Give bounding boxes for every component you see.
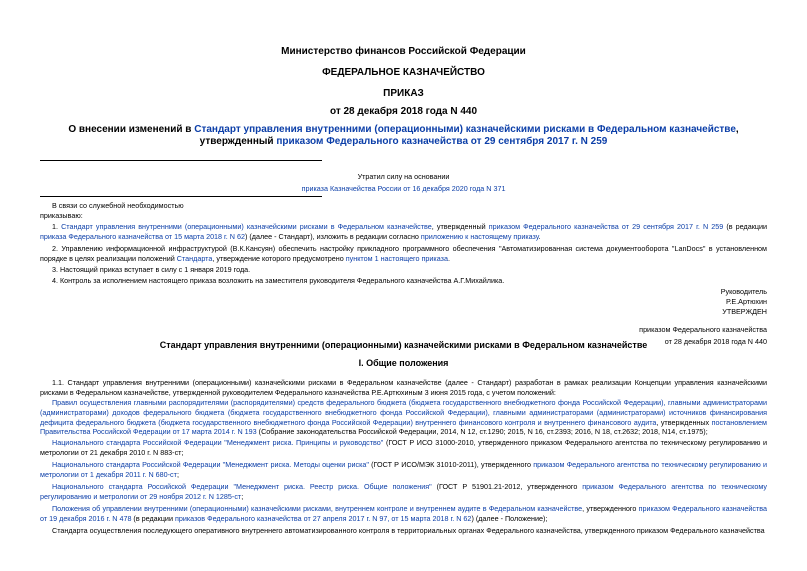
- gost-31010-text-b: ;: [176, 469, 179, 479]
- item-1-num: 1.: [52, 222, 62, 231]
- item-1-link-order[interactable]: приказом Федерального казначейства от 29 сентября 2017 г. N 259: [488, 222, 724, 231]
- signature-name: Р.Е.Артюхин: [725, 297, 767, 306]
- item-1-text-b: , утвержденный: [431, 222, 489, 231]
- regulation-text-b: (в редакции: [131, 513, 175, 523]
- rules-text-b: (Собрание законодательства Российской Федерации, 2014, N 12, ст.1290; 2015, N 16, ст.2393; 2016, N 18, ст.2632; 2018, N14, ст.1975);: [256, 427, 708, 437]
- title-prefix: О внесении изменений в: [68, 124, 195, 135]
- item-1-text-c: (в редакции: [723, 222, 767, 231]
- regulation-text-c: ) (далее - Положение);: [471, 513, 548, 523]
- title-link-order[interactable]: приказом Федерального казначейства от 29 сентября 2017 г. N 259: [276, 136, 608, 147]
- para-gost-51901: [40, 482, 767, 502]
- regulation-link[interactable]: Положения об управлении внутренними (операционными) казначейскими рисками, внутреннем контроле и внутреннем аудите в Федеральном казначействе: [52, 504, 583, 513]
- regulation-edition-link[interactable]: приказов Федерального казначейства от 27 апреля 2017 г. N 97, от 15 марта 2018 г. N 62: [174, 513, 472, 523]
- gost-31000-link[interactable]: Национального стандарта Российской Федерации "Менеджмент риска. Принципы и руководство": [52, 438, 384, 447]
- regulation-text-a: , утвержденного: [582, 504, 639, 513]
- item-1-link-standard[interactable]: Стандарт управления внутренними (операционными) казначейскими рисками в Федеральном казначействе: [61, 222, 432, 231]
- item-3: 3. Настоящий приказ вступает в силу с 1 января 2019 года.: [52, 265, 251, 274]
- item-1-link-edition[interactable]: приказа Федерального казначейства от 15 марта 2018 г. N 62: [40, 231, 245, 241]
- section-1-heading: I. Общие положения: [358, 358, 449, 368]
- gost-51901-order-link[interactable]: приказом Федерального агентства по техническому регулированию и метрологии от 29 ноября 2012 г. N 1285-ст: [40, 482, 768, 501]
- para-1-1: 1.1. Стандарт управления внутренними (операционными) казначейскими рисками в Федеральном казначействе (далее - Стандарт) разработан в рамках реализации Концепции управления казначейскими рисками в Федеральном казначействе, утвержденной руководителем Федерального казначейства Р.Е.Артюхиным 3 июня 2015 года, с учетом положений:: [40, 378, 767, 397]
- para-control-standard: Стандарта осуществления последующего оперативного внутреннего автоматизированного контроля в территориальных органах Федерального казначейства, утвержденного приказом Федерального казначейства: [52, 526, 765, 535]
- signature-role: Руководитель: [720, 287, 767, 296]
- item-2-text-c: .: [447, 253, 450, 263]
- doc-date-number: от 28 декабря 2018 года N 440: [329, 106, 478, 117]
- ministry-name: Министерство финансов Российской Федерации: [281, 46, 526, 57]
- title-link-standard[interactable]: Стандарт управления внутренними (операционными) казначейскими рисками в Федеральном казначействе: [194, 124, 736, 135]
- gost-31000-text: (ГОСТ Р ИСО 31000-2010, утвержденного приказом Федерального агентства по техническому регулированию и метрологии от 21 декабря 2010 г. N 883-ст;: [40, 438, 767, 457]
- lost-force-note: [0, 172, 807, 193]
- item-1-text-d: ) (далее - Стандарт), изложить в редакции согласно: [244, 231, 421, 241]
- para-gost-31010: [40, 460, 767, 480]
- lost-force-link[interactable]: приказа Казначейства России от 16 декабря 2020 года N 371: [301, 183, 506, 193]
- intro-line: В связи со служебной необходимостью: [52, 201, 184, 210]
- approved-date: от 28 декабря 2018 года N 440: [664, 337, 767, 346]
- title-middle: , утвержденный: [199, 124, 739, 147]
- item-2-link-standard[interactable]: Стандарта: [176, 253, 213, 263]
- gost-31010-text-a: (ГОСТ Р ИСО/МЭК 31010-2011), утвержденного: [368, 460, 534, 469]
- item-1-link-appendix[interactable]: приложению к настоящему приказу: [420, 231, 539, 241]
- doc-type: ПРИКАЗ: [383, 88, 424, 99]
- intro-order: приказываю:: [40, 211, 83, 220]
- para-regulation: [40, 504, 767, 524]
- lost-force-text: Утратил силу на основании: [357, 172, 450, 181]
- rules-text-a: , утвержденных: [656, 417, 712, 427]
- order-title: [40, 124, 767, 148]
- agency-name: ФЕДЕРАЛЬНОЕ КАЗНАЧЕЙСТВО: [322, 67, 485, 78]
- rules-decree-link[interactable]: постановлением Правительства Российской Федерации от 17 марта 2014 г. N 193: [40, 417, 767, 437]
- item-1: [40, 222, 767, 242]
- standard-title: Стандарт управления внутренними (операционными) казначейскими рисками в Федеральном казначействе: [159, 340, 648, 350]
- para-gost-31000: [40, 438, 767, 458]
- regulation-order-link[interactable]: приказом Федерального казначейства от 19 декабря 2016 г. N 478: [40, 504, 767, 523]
- item-4: 4. Контроль за исполнением настоящего приказа возложить на заместителя руководителя Федерального казначейства А.Г.Михайлика.: [52, 276, 505, 285]
- rules-link[interactable]: Правил осуществления главными распорядителями (распорядителями) средств федерального бюджета (бюджета государственного внебюджетного фонда Российской Федерации), главными администраторами (администраторами) доходов федерального бюджета (бюджета государственного внебюджетного фонда Российской Федерации), главными администраторами (администраторами) источников финансирования дефицита федерального бюджета (бюджета государственного внебюджетного фонда Российской Федерации) внутреннего финансового контроля и внутреннего финансового аудита: [40, 398, 767, 427]
- gost-31010-order-link[interactable]: приказом Федерального агентства по техническому регулированию и метрологии от 1 декабря 2011 г. N 680-ст: [40, 460, 767, 479]
- gost-51901-text-b: ;: [241, 491, 244, 501]
- gost-31010-link[interactable]: Национального стандарта Российской Федерации "Менеджмент риска. Методы оценки риска": [52, 460, 369, 469]
- item-1-text-e: .: [538, 231, 541, 241]
- para-rules: [40, 398, 767, 437]
- item-2-text-a: 2. Управлению информационной инфраструктурой (В.К.Кансуян) обеспечить настройку прикладного программного обеспечения "Автоматизированная система документооборота "LanDocs" в установленном порядке в целях реализации положений: [40, 244, 767, 263]
- approved-label: УТВЕРЖДЕН: [722, 307, 767, 316]
- item-2-link-clause[interactable]: пунктом 1 настоящего приказа: [345, 253, 448, 263]
- note-divider: [40, 196, 322, 197]
- approved-by: приказом Федерального казначейства: [639, 325, 767, 334]
- gost-51901-text-a: (ГОСТ Р 51901.21-2012, утвержденного: [431, 482, 583, 491]
- item-2: [40, 244, 767, 264]
- item-2-text-b: , утверждение которого предусмотрено: [212, 253, 346, 263]
- signature-block: [639, 287, 767, 347]
- gost-51901-link[interactable]: Национального стандарта Российской Федерации "Менеджмент риска. Реестр риска. Общие положения": [52, 482, 432, 491]
- title-divider: [40, 160, 322, 161]
